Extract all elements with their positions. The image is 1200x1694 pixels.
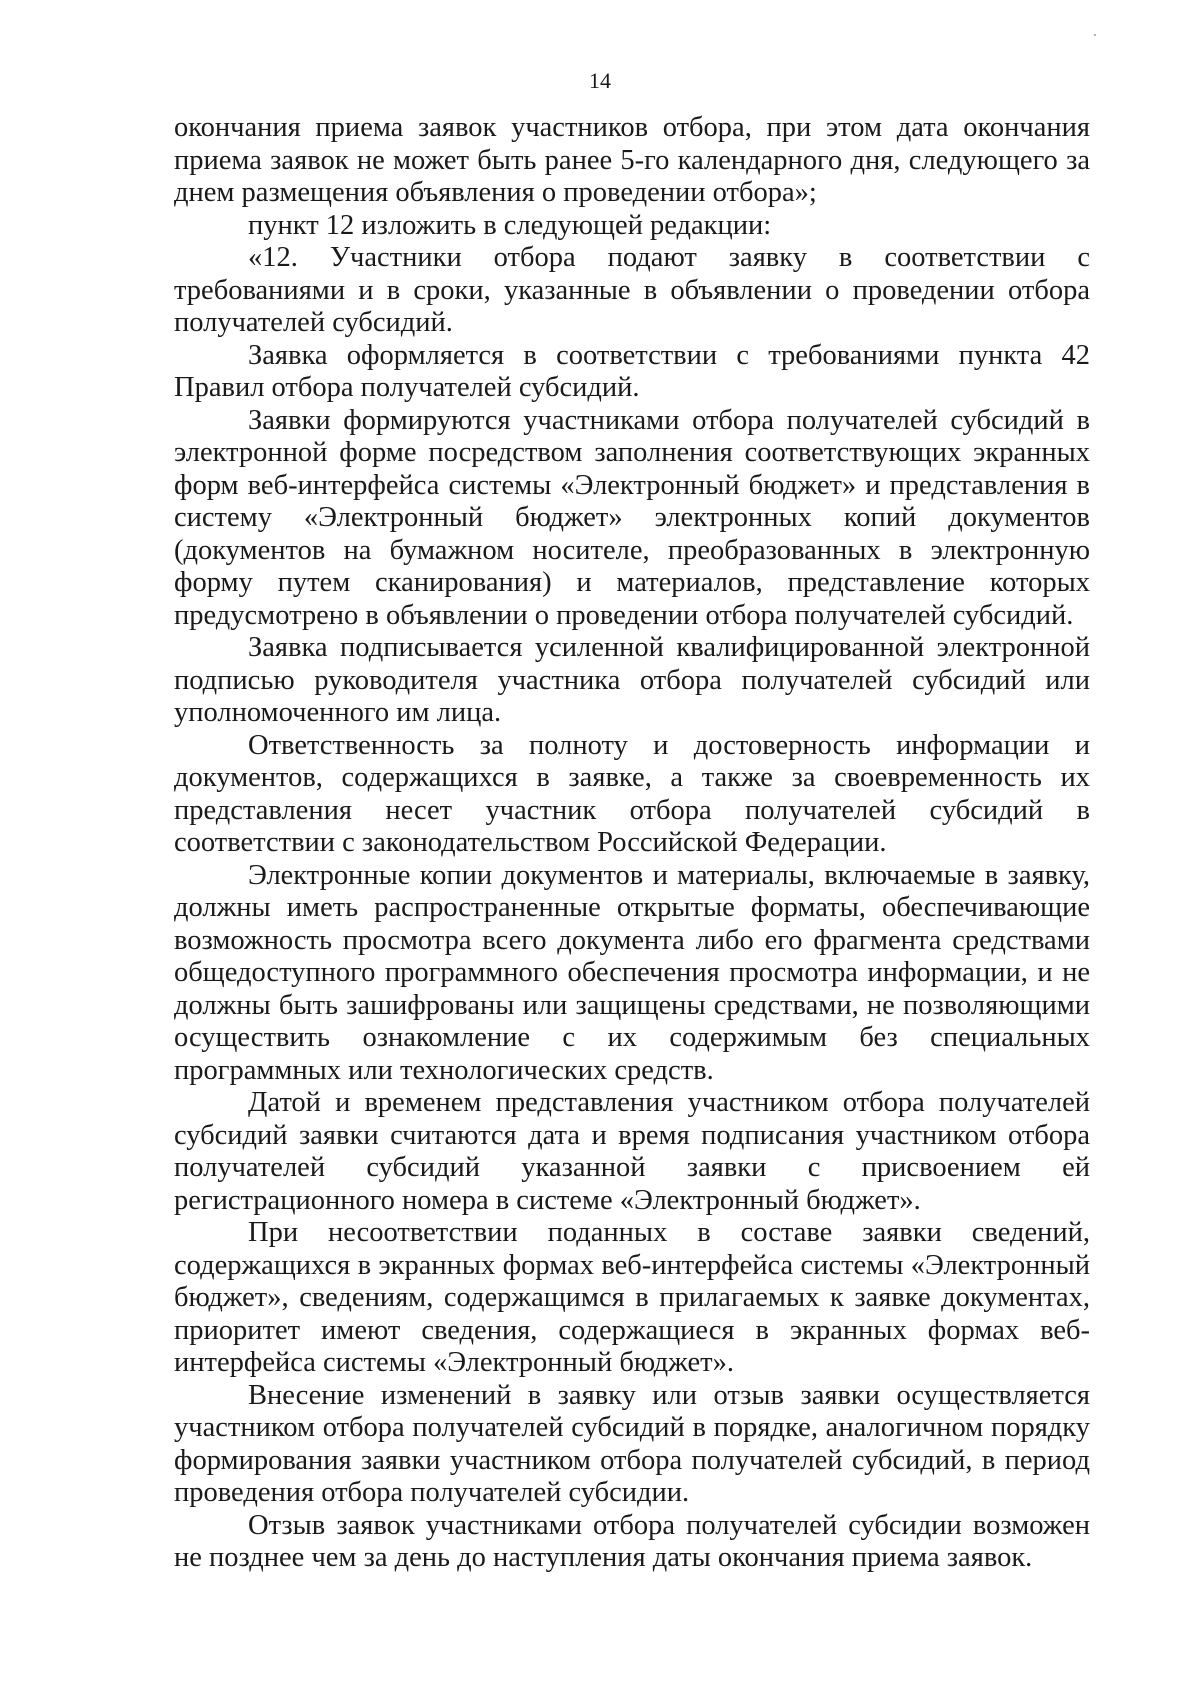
paragraph-file-formats: Электронные копии документов и материалы, включаемые в заявку, должны иметь распространенные открытые форматы, обеспечивающие возможность просмотра всего документа либо его фрагмента средствами общедоступного программного обеспечения просмотра информации, и не должны быть зашифрованы или защищены средствами, не позволяющими осуществить ознакомление с их содержимым без специальных программных или технологических средств.: [174, 859, 1090, 1086]
paragraph-amendment-intro: пункт 12 изложить в следующей редакции:: [248, 209, 772, 241]
scan-speck: [1094, 34, 1096, 36]
paragraph-clause-12: «12. Участники отбора подают заявку в соответствии с требованиями и в сроки, указанные в объявлении о проведении отбора получателей субсидий.: [174, 242, 1090, 338]
paragraph-application-form: Заявка оформляется в соответствии с требованиями пункта 42 Правил отбора получателей субсидий.: [174, 339, 1090, 403]
paragraph-data-priority: При несоответствии поданных в составе заявки сведений, содержащихся в экранных формах веб-интерфейса системы «Электронный бюджет», сведениям, содержащимся в прилагаемых к заявке документах, приоритет имеют сведения, содержащиеся в экранных формах веб-интерфейса системы «Электронный бюджет».: [174, 1217, 1090, 1378]
paragraph-changes-withdrawal: Внесение изменений в заявку или отзыв заявки осуществляется участником отбора получателей субсидий в порядке, аналогичном порядку формирования заявки участником отбора получателей субсидий, в период проведения отбора получателей субсидии.: [174, 1379, 1090, 1508]
page-number: 14: [589, 68, 611, 93]
paragraph-responsibility: Ответственность за полноту и достоверность информации и документов, содержащихся в заявке, а также за своевременность их представления несет участник отбора получателей субсидий в соответствии с законодательством Российской Федерации.: [174, 729, 1090, 858]
paragraph-electronic-form: Заявки формируются участниками отбора получателей субсидий в электронной форме посредством заполнения соответствующих экранных форм веб-интерфейса системы «Электронный бюджет» и представления в систему «Электронный бюджет» электронных копий документов (документов на бумажном носителе, преобразованных в электронную форму путем сканирования) и материалов, представление которых предусмотрено в объявлении о проведении отбора получателей субсидий.: [174, 404, 1090, 631]
paragraph-withdrawal-deadline: Отзыв заявок участниками отбора получателей субсидии возможен не позднее чем за день до наступления даты окончания приема заявок.: [174, 1509, 1090, 1573]
paragraph-signature: Заявка подписывается усиленной квалифицированной электронной подписью руководителя участника отбора получателей субсидий или уполномоченного им лица.: [174, 632, 1090, 728]
paragraph-submission-date: Датой и временем представления участником отбора получателей субсидий заявки считаются дата и время подписания участником отбора получателей субсидий указанной заявки с присвоением ей регистрационного номера в системе «Электронный бюджет».: [174, 1087, 1090, 1216]
document-body: [174, 112, 1090, 1575]
paragraph-continuation: окончания приема заявок участников отбора, при этом дата окончания приема заявок не может быть ранее 5-го календарного дня, следующего за днем размещения объявления о проведении отбора»;: [174, 112, 1090, 208]
